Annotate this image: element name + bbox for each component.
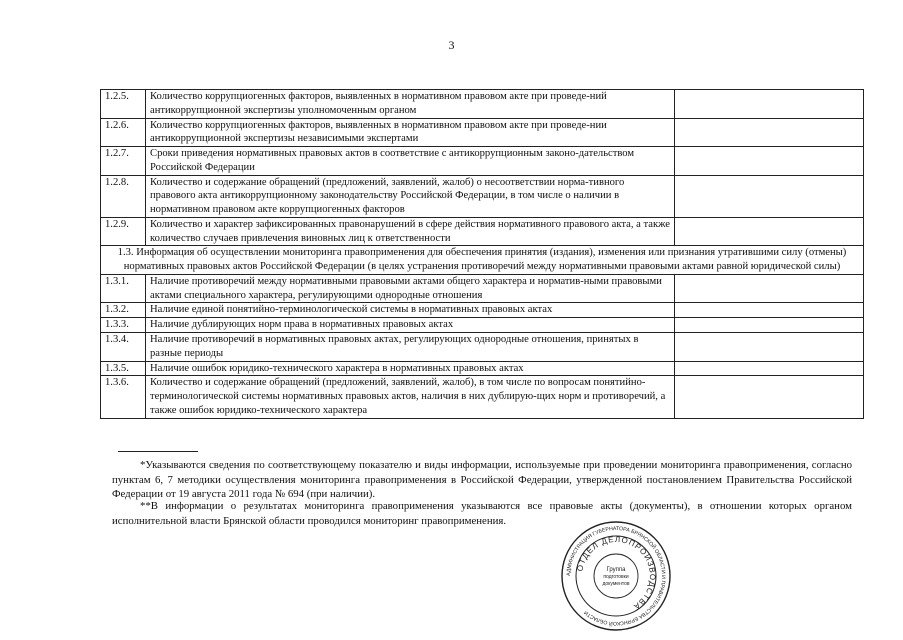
row-number: 1.3.4. xyxy=(101,333,146,362)
row-description: Количество и характер зафиксированных правонарушений в сфере действия нормативного правового акта, а также количество случаев привлечения виновных лиц к ответственности xyxy=(146,217,675,246)
table-row xyxy=(101,376,864,418)
row-number: 1.3.6. xyxy=(101,376,146,418)
row-value-cell xyxy=(675,361,864,376)
row-value-cell xyxy=(675,90,864,119)
stamp-center-1: Группа xyxy=(606,567,626,573)
table-row xyxy=(101,147,864,176)
table-row xyxy=(101,303,864,318)
section-heading: 1.3. Информация об осуществлении мониторинга правоприменения для обеспечения принятия (издания), изменения или признания утратившими силу (отмены) нормативных правовых актов Российской Федерации (в целях устранения противоречий между нормативными правовыми актами равной юридической силы) xyxy=(101,246,864,275)
row-number: 1.3.3. xyxy=(101,318,146,333)
row-description: Наличие дублирующих норм права в нормативных правовых актах xyxy=(146,318,675,333)
footnote-1: *Указываются сведения по соответствующему показателю и виды информации, используемые при проведении мониторинга правоприменения, согласно пунктам 6, 7 методики осуществления мониторинга правоприменения в Российской Федерации, утвержденной постановлением Правительства Российской Федерации от 19 августа 2011 года № 694 (при наличии). xyxy=(112,459,852,501)
row-number: 1.2.5. xyxy=(101,90,146,119)
stamp-ring-text: АДМИНИСТРАЦИЯ ГУБЕРНАТОРА БРЯНСКОЙ ОБЛАСТИ И ПРАВИТЕЛЬСТВА БРЯНСКОЙ ОБЛАСТИ xyxy=(565,525,667,627)
row-number: 1.2.7. xyxy=(101,147,146,176)
row-number: 1.2.8. xyxy=(101,175,146,217)
row-value-cell xyxy=(675,217,864,246)
official-stamp xyxy=(560,520,672,632)
row-description: Наличие ошибок юридико-технического характера в нормативных правовых актах xyxy=(146,361,675,376)
table-row xyxy=(101,361,864,376)
row-value-cell xyxy=(675,333,864,362)
row-value-cell xyxy=(675,147,864,176)
row-value-cell xyxy=(675,303,864,318)
table-row xyxy=(101,333,864,362)
footnote-2: **В информации о результатах мониторинга правоприменения указываются все правовые акты (документы), в отношении которых органом исполнительной власти Брянской области проводился мониторинг правоприменения. xyxy=(112,500,852,527)
row-value-cell xyxy=(675,118,864,147)
table-row xyxy=(101,175,864,217)
row-number: 1.2.6. xyxy=(101,118,146,147)
row-value-cell xyxy=(675,274,864,303)
table-row xyxy=(101,318,864,333)
row-number: 1.2.9. xyxy=(101,217,146,246)
row-value-cell xyxy=(675,318,864,333)
footnote-divider xyxy=(118,451,198,452)
row-number: 1.3.2. xyxy=(101,303,146,318)
page-number: 3 xyxy=(448,38,455,52)
stamp-inner-text: ОТДЕЛ ДЕЛОПРОИЗВОДСТВА xyxy=(575,534,658,612)
monitoring-table xyxy=(100,89,864,419)
row-description: Наличие противоречий между нормативными правовыми актами общего характера и норматив-ными правовыми актами специального характера, регулирующими однородные отношения xyxy=(146,274,675,303)
row-number: 1.3.1. xyxy=(101,274,146,303)
row-description: Наличие противоречий в нормативных правовых актах, регулирующих однородные отношения, принятых в разные периоды xyxy=(146,333,675,362)
table-row xyxy=(101,118,864,147)
section-row xyxy=(101,246,864,275)
row-description: Количество коррупциогенных факторов, выявленных в нормативном правовом акте при проведе-ний антикоррупционной экспертизы уполномоченным органом xyxy=(146,90,675,119)
table-row xyxy=(101,274,864,303)
row-value-cell xyxy=(675,376,864,418)
table-row xyxy=(101,90,864,119)
stamp-center-2: подготовки xyxy=(603,574,629,580)
row-value-cell xyxy=(675,175,864,217)
table-row xyxy=(101,217,864,246)
row-description: Количество коррупциогенных факторов, выявленных в нормативном правовом акте при проведе-нии антикоррупционной экспертизы независимыми экспертами xyxy=(146,118,675,147)
row-description: Количество и содержание обращений (предложений, заявлений, жалоб) о несоответствии норма-тивного правового акта антикоррупционному законодательству Российской Федерации, в том числе о наличии в нормативном правовом акте коррупциогенных факторов xyxy=(146,175,675,217)
row-description: Количество и содержание обращений (предложений, заявлений, жалоб), в том числе по вопросам понятийно-терминологической системы нормативных правовых актов, наличия в них дублирую-щих норм и противоречий, а также ошибок юридико-технического характера xyxy=(146,376,675,418)
row-description: Наличие единой понятийно-терминологической системы в нормативных правовых актах xyxy=(146,303,675,318)
row-description: Сроки приведения нормативных правовых актов в соответствие с антикоррупционным законо-дательством Российской Федерации xyxy=(146,147,675,176)
stamp-center-3: документов xyxy=(602,581,630,587)
row-number: 1.3.5. xyxy=(101,361,146,376)
